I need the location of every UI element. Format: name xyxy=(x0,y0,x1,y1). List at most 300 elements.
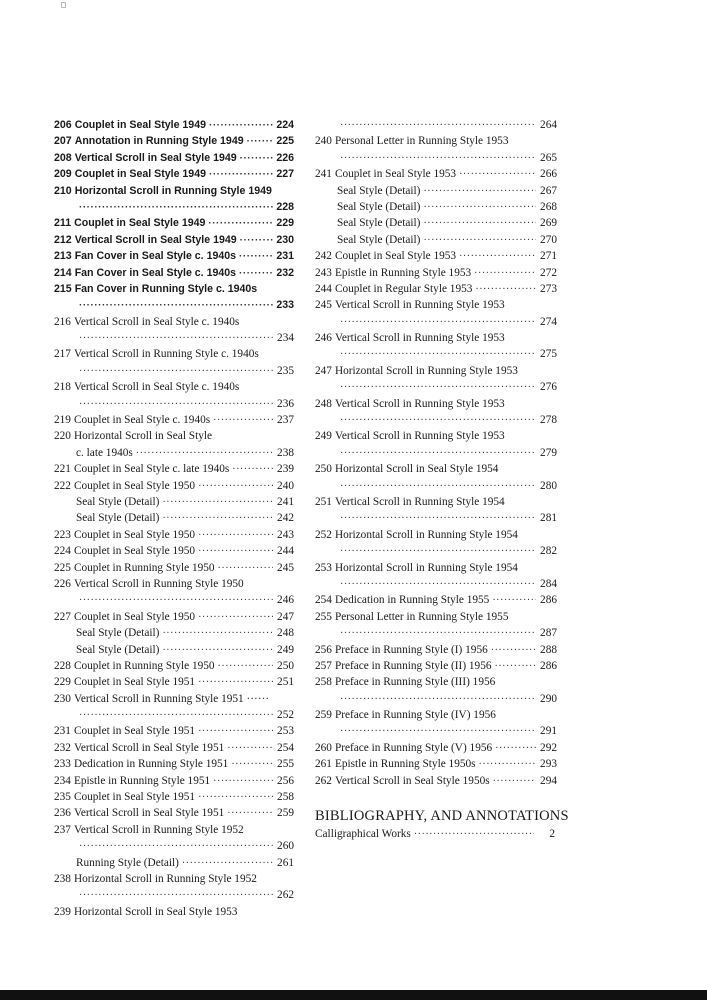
leader-dots xyxy=(198,479,273,495)
entry-title: Vertical Scroll in Seal Style 1951 xyxy=(73,741,225,754)
entry-page: 287 xyxy=(540,627,557,640)
entry-page: 254 xyxy=(277,741,294,754)
entry-number: 231 xyxy=(54,725,71,738)
toc-entry[interactable] xyxy=(315,166,557,182)
entry-number: 230 xyxy=(54,692,71,705)
entry-title: c. late 1940s xyxy=(76,446,133,459)
entry-page: 282 xyxy=(540,545,557,558)
entry-title: Vertical Scroll in Running Style 1953 xyxy=(334,397,505,410)
toc-entry[interactable] xyxy=(54,297,294,313)
leader-dots xyxy=(340,446,536,462)
toc-entry[interactable] xyxy=(54,215,294,231)
entry-title: Personal Letter in Running Style 1955 xyxy=(334,610,509,623)
toc-entry[interactable] xyxy=(54,773,294,789)
entry-page: 251 xyxy=(277,676,294,689)
entry-page: 291 xyxy=(540,725,557,738)
toc-entry[interactable] xyxy=(54,805,294,821)
toc-entry[interactable] xyxy=(54,314,294,330)
toc-entry[interactable] xyxy=(315,314,557,330)
entry-page: 232 xyxy=(276,266,294,279)
toc-entry[interactable] xyxy=(54,363,294,379)
entry-title: Dedication in Running Style 1951 xyxy=(73,758,229,771)
toc-entry[interactable] xyxy=(315,461,557,477)
entry-number: 209 xyxy=(54,168,72,181)
entry-title: Preface in Running Style (II) 1956 xyxy=(334,659,492,672)
toc-right-column xyxy=(315,117,557,789)
entry-page: 234 xyxy=(277,332,294,345)
entry-page: 280 xyxy=(540,479,557,492)
toc-entry[interactable] xyxy=(315,592,557,608)
toc-entry[interactable] xyxy=(315,576,557,592)
toc-entry[interactable] xyxy=(315,346,557,362)
entry-number: 261 xyxy=(315,758,332,771)
entry-title: Fan Cover in Running Style c. 1940s xyxy=(74,282,258,295)
entry-page: 286 xyxy=(540,594,557,607)
toc-entry[interactable] xyxy=(315,232,557,248)
entry-page: 284 xyxy=(540,577,557,590)
entry-title: Couplet in Seal Style 1950 xyxy=(73,610,196,623)
entry-number: 210 xyxy=(54,184,72,197)
toc-entry[interactable] xyxy=(54,494,294,510)
leader-dots xyxy=(423,216,536,232)
entry-title: Horizontal Scroll in Running Style 1952 xyxy=(73,872,257,885)
entry-number: 232 xyxy=(54,741,71,754)
toc-entry[interactable] xyxy=(54,117,294,133)
entry-page: 288 xyxy=(540,643,557,656)
entry-number: 228 xyxy=(54,659,71,672)
entry-number: 247 xyxy=(315,364,332,377)
leader-dots xyxy=(136,446,273,462)
toc-entry[interactable] xyxy=(315,396,557,412)
entry-title: Couplet in Running Style 1950 xyxy=(73,659,215,672)
entry-page: 229 xyxy=(276,217,294,230)
bibliography-entry[interactable] xyxy=(315,826,555,842)
leader-dots xyxy=(198,544,273,560)
entry-title: Horizontal Scroll in Running Style 1954 xyxy=(334,528,518,541)
toc-entry[interactable] xyxy=(54,560,294,576)
toc-entry[interactable] xyxy=(54,478,294,494)
entry-number: 251 xyxy=(315,495,332,508)
entry-number: 245 xyxy=(315,299,332,312)
leader-dots xyxy=(340,577,536,593)
leader-dots xyxy=(247,134,273,150)
toc-entry[interactable] xyxy=(54,625,294,641)
scan-bottom-edge xyxy=(0,990,707,1000)
toc-entry[interactable] xyxy=(315,642,557,658)
entry-title: Vertical Scroll in Seal Style 1951 xyxy=(73,807,225,820)
entry-number: 224 xyxy=(54,545,71,558)
entry-number: 217 xyxy=(54,348,71,361)
toc-entry[interactable] xyxy=(54,642,294,658)
toc-entry[interactable] xyxy=(54,707,294,723)
entry-number: 257 xyxy=(315,659,332,672)
leader-dots xyxy=(162,495,273,511)
toc-entry[interactable] xyxy=(315,478,557,494)
entry-number: 250 xyxy=(315,463,332,476)
leader-dots xyxy=(198,610,273,626)
entry-page: 250 xyxy=(277,659,294,672)
entry-title: Epistle in Running Style 1951 xyxy=(73,774,211,787)
toc-entry[interactable] xyxy=(315,510,557,526)
entry-page: 293 xyxy=(540,758,557,771)
toc-entry[interactable] xyxy=(54,248,294,264)
toc-entry[interactable] xyxy=(315,215,557,231)
toc-entry[interactable] xyxy=(54,871,294,887)
entry-number: 258 xyxy=(315,676,332,689)
leader-dots xyxy=(491,643,536,659)
toc-entry[interactable] xyxy=(54,346,294,362)
toc-entry[interactable] xyxy=(54,232,294,248)
toc-entry[interactable] xyxy=(315,723,557,739)
toc-entry[interactable] xyxy=(315,265,557,281)
entry-number: 243 xyxy=(315,266,332,279)
toc-entry[interactable] xyxy=(54,756,294,772)
toc-entry[interactable] xyxy=(54,789,294,805)
entry-page: 260 xyxy=(277,840,294,853)
entry-title: Couplet in Seal Style 1951 xyxy=(73,676,196,689)
entry-page: 233 xyxy=(276,299,294,312)
leader-dots xyxy=(474,266,536,282)
entry-page: 281 xyxy=(540,512,557,525)
toc-entry[interactable] xyxy=(54,199,294,215)
leader-dots xyxy=(459,167,536,183)
entry-page: 227 xyxy=(276,168,294,181)
scan-corner-mark xyxy=(61,2,66,8)
leader-dots xyxy=(340,544,536,560)
toc-entry[interactable] xyxy=(54,822,294,838)
entry-page: 266 xyxy=(540,168,557,181)
leader-dots xyxy=(162,511,273,527)
toc-entry[interactable] xyxy=(54,133,294,149)
leader-dots xyxy=(79,364,273,380)
entry-title: Preface in Running Style (I) 1956 xyxy=(334,643,488,656)
leader-dots xyxy=(492,593,536,609)
leader-dots xyxy=(493,774,536,790)
toc-entry[interactable] xyxy=(315,133,557,149)
toc-entry[interactable] xyxy=(54,330,294,346)
toc-entry[interactable] xyxy=(315,674,557,690)
entry-title: Couplet in Seal Style 1949 xyxy=(74,217,206,230)
entry-title: Seal Style (Detail) xyxy=(337,217,421,230)
toc-entry[interactable] xyxy=(315,150,557,166)
entry-number: 239 xyxy=(54,905,71,918)
leader-dots xyxy=(209,118,273,134)
entry-title: Horizontal Scroll in Running Style 1954 xyxy=(334,561,518,574)
toc-entry[interactable] xyxy=(54,510,294,526)
entry-title: Couplet in Seal Style 1950 xyxy=(73,528,196,541)
toc-entry[interactable] xyxy=(54,265,294,281)
leader-dots xyxy=(340,118,536,134)
entry-page: 244 xyxy=(277,545,294,558)
entry-page: 240 xyxy=(277,479,294,492)
entry-page: 237 xyxy=(277,414,294,427)
toc-entry[interactable] xyxy=(315,691,557,707)
leader-dots xyxy=(231,757,273,773)
leader-dots xyxy=(213,774,273,790)
leader-dots xyxy=(198,790,273,806)
entry-number: 218 xyxy=(54,381,71,394)
leader-dots xyxy=(423,200,536,216)
entry-title: Couplet in Seal Style c. late 1940s xyxy=(73,463,230,476)
entry-number: 220 xyxy=(54,430,71,443)
leader-dots xyxy=(475,282,536,298)
entry-page: 286 xyxy=(540,659,557,672)
entry-page: 245 xyxy=(277,561,294,574)
entry-page: 270 xyxy=(540,233,557,246)
entry-title: Couplet in Regular Style 1953 xyxy=(334,282,473,295)
toc-entry[interactable] xyxy=(54,445,294,461)
toc-entry[interactable] xyxy=(315,199,557,215)
toc-entry[interactable] xyxy=(54,592,294,608)
entry-number: 249 xyxy=(315,430,332,443)
entry-title: Couplet in Seal Style 1949 xyxy=(74,119,206,131)
leader-dots xyxy=(79,708,273,724)
entry-page: 268 xyxy=(540,200,557,213)
entry-number: 213 xyxy=(54,250,72,263)
entry-title: Epistle in Running Style 1950s xyxy=(334,758,476,771)
leader-dots xyxy=(239,249,273,265)
toc-entry[interactable] xyxy=(54,183,294,199)
leader-dots xyxy=(227,741,273,757)
entry-page: 225 xyxy=(276,135,294,148)
entry-page: 226 xyxy=(276,151,294,164)
entry-number: 223 xyxy=(54,528,71,541)
entry-number: 208 xyxy=(54,151,72,164)
leader-dots xyxy=(340,380,536,396)
entry-page: 236 xyxy=(277,397,294,410)
entry-number: 227 xyxy=(54,610,71,623)
toc-entry[interactable] xyxy=(315,248,557,264)
entry-number: 248 xyxy=(315,397,332,410)
entry-page: 252 xyxy=(277,709,294,722)
toc-entry[interactable] xyxy=(315,428,557,444)
toc-entry[interactable] xyxy=(315,658,557,674)
toc-entry[interactable] xyxy=(315,412,557,428)
toc-entry[interactable] xyxy=(54,609,294,625)
leader-dots xyxy=(79,397,273,413)
entry-title: Fan Cover in Seal Style c. 1940s xyxy=(74,266,237,279)
toc-entry[interactable] xyxy=(315,363,557,379)
toc-entry[interactable] xyxy=(54,904,294,920)
entry-title: Seal Style (Detail) xyxy=(337,184,421,197)
entry-page: 249 xyxy=(277,643,294,656)
toc-entry[interactable] xyxy=(54,461,294,477)
leader-dots xyxy=(218,561,273,577)
entry-number: 206 xyxy=(54,119,72,131)
entry-number: 238 xyxy=(54,872,71,885)
entry-title: Couplet in Running Style 1950 xyxy=(73,561,215,574)
entry-number: 254 xyxy=(315,594,332,607)
toc-entry[interactable] xyxy=(54,166,294,182)
entry-title: Dedication in Running Style 1955 xyxy=(334,594,490,607)
leader-dots xyxy=(340,511,536,527)
toc-entry[interactable] xyxy=(315,117,557,133)
entry-number: 262 xyxy=(315,774,332,787)
leader-dots xyxy=(209,167,273,183)
entry-number: 214 xyxy=(54,266,72,279)
toc-entry[interactable] xyxy=(315,183,557,199)
toc-entry[interactable] xyxy=(315,379,557,395)
leader-dots xyxy=(240,151,273,167)
entry-page: 267 xyxy=(540,184,557,197)
entry-title: Vertical Scroll in Seal Style c. 1940s xyxy=(73,381,240,394)
entry-page: 239 xyxy=(277,463,294,476)
toc-entry[interactable] xyxy=(54,691,294,707)
entry-title: Vertical Scroll in Running Style 1953 xyxy=(334,430,505,443)
leader-dots xyxy=(213,413,273,429)
entry-title: Vertical Scroll in Running Style 1954 xyxy=(334,495,505,508)
entry-number: 253 xyxy=(315,561,332,574)
entry-title: Epistle in Running Style 1953 xyxy=(334,266,472,279)
toc-entry[interactable] xyxy=(315,281,557,297)
entry-number: 212 xyxy=(54,233,72,246)
toc-entry[interactable] xyxy=(54,412,294,428)
toc-left-column xyxy=(54,117,294,920)
leader-dots xyxy=(479,757,536,773)
entry-title: Vertical Scroll in Running Style 1953 xyxy=(334,299,505,312)
entry-title: Seal Style (Detail) xyxy=(76,643,160,656)
entry-page: 247 xyxy=(277,610,294,623)
toc-entry[interactable] xyxy=(315,609,557,625)
leader-dots xyxy=(340,692,536,708)
entry-title: Seal Style (Detail) xyxy=(76,495,160,508)
toc-entry[interactable] xyxy=(54,396,294,412)
leader-dots xyxy=(218,659,273,675)
toc-entry[interactable] xyxy=(315,560,557,576)
toc-entry[interactable] xyxy=(54,543,294,559)
entry-page: 224 xyxy=(276,119,294,131)
leader-dots xyxy=(239,266,273,282)
entry-title: Vertical Scroll in Seal Style 1949 xyxy=(74,151,237,164)
entry-number: 246 xyxy=(315,332,332,345)
entry-title: Couplet in Seal Style 1953 xyxy=(334,250,457,263)
leader-dots xyxy=(227,806,273,822)
toc-entry[interactable] xyxy=(54,150,294,166)
toc-entry[interactable] xyxy=(54,887,294,903)
toc-entry[interactable] xyxy=(54,281,294,297)
entry-page: 265 xyxy=(540,151,557,164)
leader-dots xyxy=(340,347,536,363)
toc-entry[interactable] xyxy=(54,428,294,444)
entry-title: Vertical Scroll in Running Style 1951 ······ xyxy=(73,692,270,705)
toc-entry[interactable] xyxy=(315,543,557,559)
leader-dots xyxy=(340,151,536,167)
leader-dots xyxy=(162,643,273,659)
entry-title: Seal Style (Detail) xyxy=(337,233,421,246)
leader-dots xyxy=(340,724,536,740)
toc-entry[interactable] xyxy=(315,330,557,346)
entry-number: 252 xyxy=(315,528,332,541)
toc-entry[interactable] xyxy=(54,740,294,756)
entry-page: 271 xyxy=(540,250,557,263)
entry-number: 236 xyxy=(54,807,71,820)
entry-page: 264 xyxy=(540,119,557,131)
toc-entry[interactable] xyxy=(315,756,557,772)
entry-title: Vertical Scroll in Running Style 1952 xyxy=(73,823,244,836)
entry-page: 235 xyxy=(277,364,294,377)
entry-page: 275 xyxy=(540,348,557,361)
entry-number: 240 xyxy=(315,135,332,148)
entry-title: Couplet in Seal Style 1950 xyxy=(73,545,196,558)
entry-page: 246 xyxy=(277,594,294,607)
toc-entry[interactable] xyxy=(315,625,557,641)
toc-entry[interactable] xyxy=(315,297,557,313)
entry-title: Couplet in Seal Style 1950 xyxy=(73,479,196,492)
entry-page: 278 xyxy=(540,414,557,427)
entry-title: Fan Cover in Seal Style c. 1940s xyxy=(74,250,237,263)
entry-page: 2 xyxy=(549,828,555,840)
entry-number: 259 xyxy=(315,709,332,722)
toc-entry[interactable] xyxy=(54,576,294,592)
entry-page: 273 xyxy=(540,282,557,295)
toc-entry[interactable] xyxy=(315,707,557,723)
toc-entry[interactable] xyxy=(315,740,557,756)
entry-title: Couplet in Seal Style 1953 xyxy=(334,168,457,181)
toc-entry[interactable] xyxy=(54,674,294,690)
bibliography-heading: BIBLIOGRAPHY, AND ANNOTATIONS xyxy=(315,808,569,824)
leader-dots xyxy=(198,724,273,740)
leader-dots xyxy=(79,593,273,609)
entry-title: Seal Style (Detail) xyxy=(337,200,421,213)
entry-number: 219 xyxy=(54,414,71,427)
toc-entry[interactable] xyxy=(54,838,294,854)
toc-entry[interactable] xyxy=(315,773,557,789)
toc-entry[interactable] xyxy=(54,855,294,871)
entry-title: Horizontal Scroll in Seal Style xyxy=(73,430,213,443)
entry-page: 238 xyxy=(277,446,294,459)
entry-page: 294 xyxy=(540,774,557,787)
entry-title: Personal Letter in Running Style 1953 xyxy=(334,135,509,148)
entry-title: Running Style (Detail) xyxy=(76,856,179,869)
entry-page: 279 xyxy=(540,446,557,459)
entry-page: 262 xyxy=(277,889,294,902)
entry-number: 207 xyxy=(54,135,72,148)
leader-dots xyxy=(79,888,273,904)
toc-entry[interactable] xyxy=(54,527,294,543)
entry-page: 241 xyxy=(277,495,294,508)
entry-number: 211 xyxy=(54,217,72,230)
entry-page: 253 xyxy=(277,725,294,738)
entry-page: 274 xyxy=(540,315,557,328)
entry-page: 259 xyxy=(277,807,294,820)
leader-dots xyxy=(79,331,273,347)
entry-title: Horizontal Scroll in Seal Style 1953 xyxy=(73,905,238,918)
entry-title: Vertical Scroll in Seal Style c. 1940s xyxy=(73,315,240,328)
toc-entry[interactable] xyxy=(315,527,557,543)
entry-number: 242 xyxy=(315,250,332,263)
leader-dots xyxy=(495,659,536,675)
toc-entry[interactable] xyxy=(315,445,557,461)
toc-entry[interactable] xyxy=(54,658,294,674)
leader-dots xyxy=(79,839,273,855)
entry-number: 244 xyxy=(315,282,332,295)
entry-page: 248 xyxy=(277,627,294,640)
entry-number: 216 xyxy=(54,315,71,328)
toc-entry[interactable] xyxy=(54,723,294,739)
leader-dots xyxy=(79,200,273,216)
leader-dots xyxy=(459,249,536,265)
entry-number: 229 xyxy=(54,676,71,689)
entry-page: 290 xyxy=(540,692,557,705)
entry-title: Horizontal Scroll in Running Style 1949 xyxy=(74,184,272,197)
toc-entry[interactable] xyxy=(54,379,294,395)
entry-title: Vertical Scroll in Running Style c. 1940s xyxy=(73,348,259,361)
entry-number: 235 xyxy=(54,791,71,804)
toc-entry[interactable] xyxy=(315,494,557,510)
entry-number: 241 xyxy=(315,168,332,181)
entry-page: 261 xyxy=(277,856,294,869)
entry-title: Seal Style (Detail) xyxy=(76,512,160,525)
